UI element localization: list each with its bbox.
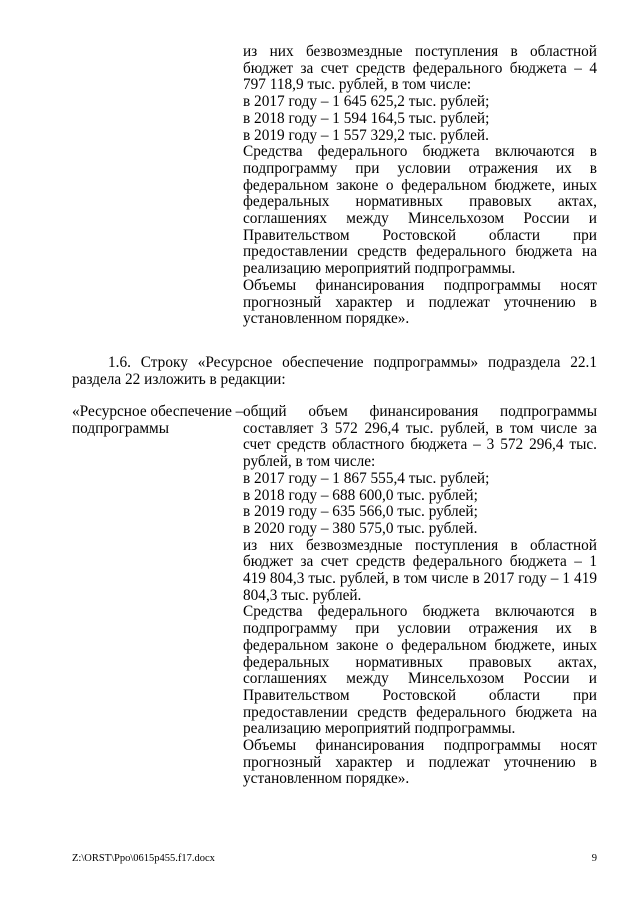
federal-funds-conditions-paragraph: Средства федерального бюджета включаются в подпрограмму при условии отражения их в федеральном законе о федеральном бюджете, иных федеральных нормативных правовых актах, соглашениях между Минсельхозом России и Правительством Ростовской области при предоставлении средств федерального бюджета на реализацию мероприятий подпрограммы.: [243, 143, 597, 278]
year-2019-line: в 2019 году – 1 557 329,2 тыс. рублей.: [243, 126, 489, 144]
row-value-cell: [243, 404, 597, 788]
federal-funds-conditions-paragraph: Средства федерального бюджета включаются в подпрограмму при условии отражения их в федеральном законе о федеральном бюджете, иных федеральных нормативных правовых актах, соглашениях между Минсельхозом России и Правительством Ростовской области при предоставлении средств федерального бюджета на реализацию мероприятий подпрограммы.: [243, 603, 597, 738]
year-2018-line: в 2018 году – 688 600,0 тыс. рублей;: [243, 486, 478, 504]
amendment-instruction-text: 1.6. Строку «Ресурсное обеспечение подпрограммы» подраздела 22.1 раздела 22 изложить в редакции:: [72, 354, 597, 388]
year-2019-line: в 2019 году – 635 566,0 тыс. рублей;: [243, 503, 478, 521]
row-label-cell: [72, 404, 244, 437]
federal-receipts-paragraph: из них безвозмездные поступления в областной бюджет за счет средств федерального бюджета – 1 419 804,3 тыс. рублей, в том числе в 2017 году – 1 419 804,3 тыс. рублей.: [243, 536, 597, 604]
federal-receipts-paragraph: из них безвозмездные поступления в областной бюджет за счет средств федерального бюджета – 4 797 118,9 тыс. рублей, в том числе:: [243, 43, 597, 94]
row-label-text: «Ресурсное обеспечение – подпрограммы: [72, 403, 244, 437]
year-2017-line: в 2017 году – 1 867 555,4 тыс. рублей;: [243, 469, 490, 487]
amendment-instruction: [72, 355, 597, 388]
year-2017-line: в 2017 году – 1 645 625,2 тыс. рублей;: [243, 93, 490, 111]
year-2018-line: в 2018 году – 1 594 164,5 тыс. рублей;: [243, 109, 490, 127]
funding-continuation-block: [243, 44, 597, 328]
footer-file-path: Z:\ORST\Ppo\0615p455.f17.docx: [72, 853, 215, 864]
footer-page-number: 9: [591, 853, 597, 864]
year-2020-line: в 2020 году – 380 575,0 тыс. рублей.: [243, 519, 478, 537]
forecast-note-paragraph: Объемы финансирования подпрограммы носят прогнозный характер и подлежат уточнению в установленном порядке».: [243, 737, 597, 788]
total-funding-paragraph: общий объем финансирования подпрограммы составляет 3 572 296,4 тыс. рублей, в том числе за счет средств областного бюджета – 3 572 296,4 тыс. рублей, в том числе:: [243, 403, 597, 471]
forecast-note-paragraph: Объемы финансирования подпрограммы носят прогнозный характер и подлежат уточнению в установленном порядке».: [243, 276, 597, 328]
